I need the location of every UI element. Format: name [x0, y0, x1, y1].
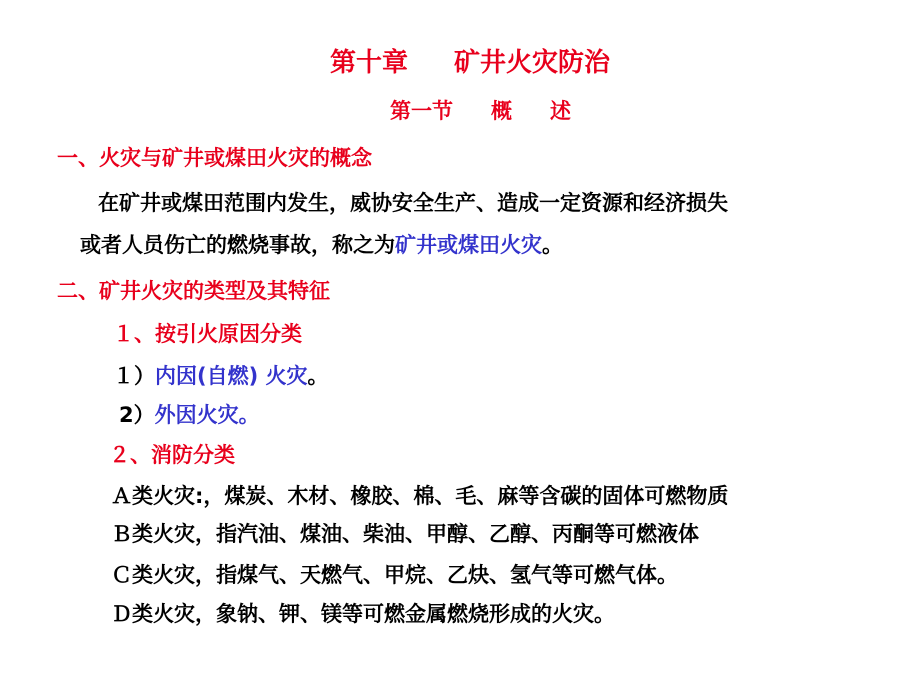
- sub1-item2-text: 外因火灾。: [154, 403, 260, 427]
- sub1-heading: １、按引火原因分类: [113, 322, 302, 346]
- section-number: 第一节: [390, 99, 453, 123]
- part1-paragraph-line1: 在矿井或煤田范围内发生，威协安全生产、造成一定资源和经济损失: [98, 191, 728, 215]
- fire-class-a: Ａ类火灾:，煤炭、木材、橡胶、棉、毛、麻等含碳的固体可燃物质: [111, 484, 729, 508]
- part1-paragraph-line2: [80, 235, 563, 256]
- part1-paragraph-end: 。: [542, 233, 563, 257]
- chapter-number: 第十章: [330, 48, 409, 78]
- section-title-part2: 述: [550, 99, 571, 123]
- fire-class-c: Ｃ类火灾，指煤气、天燃气、甲烷、乙炔、氢气等可燃气体。: [111, 563, 678, 587]
- sub1-item1-number: １）: [113, 364, 155, 388]
- fire-class-b: Ｂ类火灾，指汽油、煤油、柴油、甲醇、乙醇、丙酮等可燃液体: [111, 522, 699, 546]
- chapter-title: [330, 50, 610, 76]
- fire-class-d: Ｄ类火灾，象钠、钾、镁等可燃金属燃烧形成的火灾。: [111, 602, 615, 626]
- part1-paragraph-text: 或者人员伤亡的燃烧事故，称之为: [80, 233, 395, 257]
- part1-key-term: 矿井或煤田火灾: [395, 233, 542, 257]
- chapter-name: 矿井火灾防治: [454, 48, 611, 78]
- section-title: [390, 101, 571, 122]
- part2-heading: 二、矿井火灾的类型及其特征: [57, 279, 330, 303]
- section-title-part1: 概: [491, 99, 512, 123]
- sub1-item1-end: 。: [307, 364, 329, 388]
- sub2-heading: ２、消防分类: [109, 443, 235, 467]
- sub1-item1: [113, 366, 329, 387]
- sub1-item2: [119, 405, 260, 426]
- sub1-item2-number: 2）: [119, 403, 155, 427]
- part1-heading: 一、火灾与矿井或煤田火灾的概念: [57, 146, 372, 170]
- sub1-item1-text: 内因(自燃) 火灾: [155, 364, 308, 388]
